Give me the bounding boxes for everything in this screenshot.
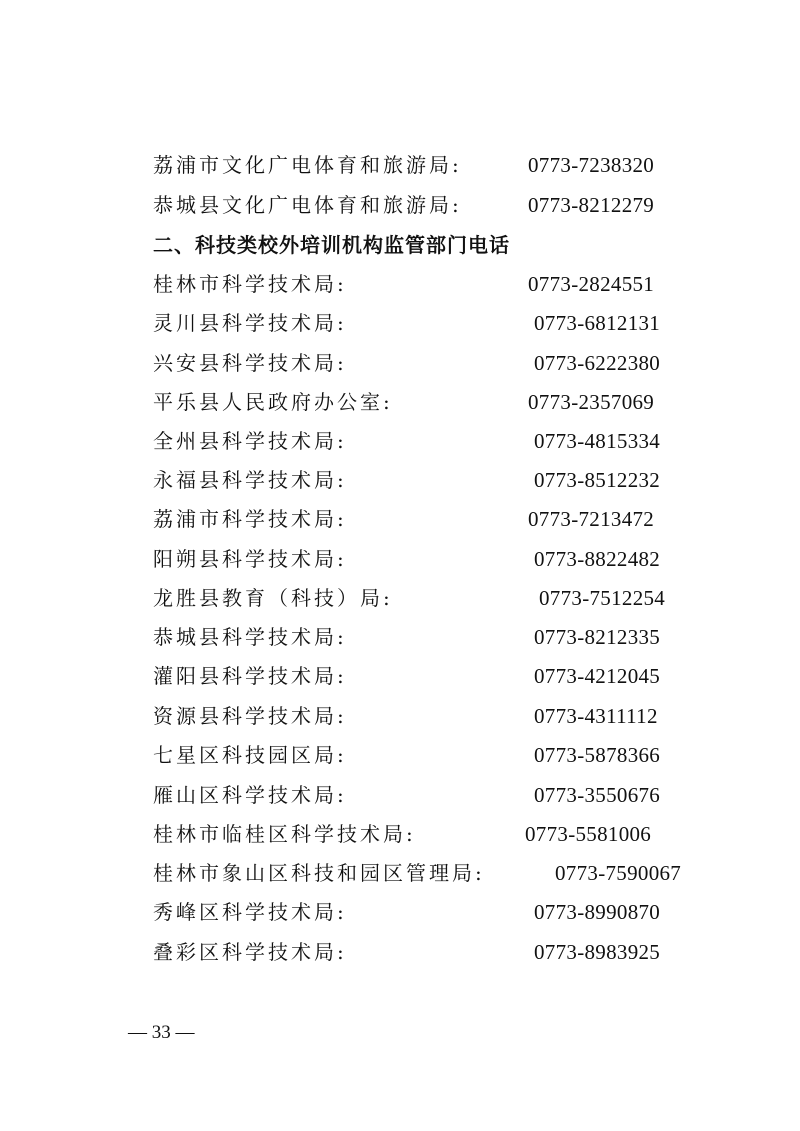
phone-number: 0773-7590067 — [555, 861, 682, 885]
phone-number: 0773-4815334 — [534, 429, 661, 453]
phone-number: 0773-8822482 — [534, 547, 661, 571]
department-name: 雁山区科学技术局: — [153, 783, 347, 807]
phone-number: 0773-8212335 — [534, 625, 661, 649]
department-name: 阳朔县科学技术局: — [153, 547, 347, 571]
phone-number: 0773-7213472 — [528, 507, 655, 531]
phone-number: 0773-6222380 — [534, 351, 661, 375]
phone-number: 0773-3550676 — [534, 783, 661, 807]
department-name: 七星区科技园区局: — [153, 743, 347, 767]
phone-number: 0773-5878366 — [534, 743, 661, 767]
department-name: 灵川县科学技术局: — [153, 311, 347, 335]
phone-number: 0773-7512254 — [539, 586, 666, 610]
phone-number: 0773-7238320 — [528, 153, 655, 177]
phone-number: 0773-8990870 — [534, 900, 661, 924]
department-name: 荔浦市文化广电体育和旅游局: — [153, 153, 462, 177]
department-name: 桂林市临桂区科学技术局: — [153, 822, 416, 846]
department-name: 恭城县文化广电体育和旅游局: — [153, 193, 462, 217]
phone-number: 0773-2357069 — [528, 390, 655, 414]
phone-number: 0773-4311112 — [534, 704, 658, 728]
phone-number: 0773-6812131 — [534, 311, 661, 335]
department-name: 荔浦市科学技术局: — [153, 507, 347, 531]
phone-number: 0773-5581006 — [525, 822, 652, 846]
phone-number: 0773-4212045 — [534, 664, 661, 688]
department-name: 平乐县人民政府办公室: — [153, 390, 393, 414]
department-name: 桂林市象山区科技和园区管理局: — [153, 861, 485, 885]
phone-number: 0773-8512232 — [534, 468, 661, 492]
department-name: 永福县科学技术局: — [153, 468, 347, 492]
page-number: — 33 — — [128, 1022, 195, 1043]
department-name: 全州县科学技术局: — [153, 429, 347, 453]
phone-number: 0773-2824551 — [528, 272, 655, 296]
department-name: 恭城县科学技术局: — [153, 625, 347, 649]
department-name: 桂林市科学技术局: — [153, 272, 347, 296]
department-name: 资源县科学技术局: — [153, 704, 347, 728]
department-name: 龙胜县教育（科技）局: — [153, 586, 393, 610]
phone-number: 0773-8212279 — [528, 193, 655, 217]
section-heading: 二、科技类校外培训机构监管部门电话 — [153, 233, 510, 257]
department-name: 叠彩区科学技术局: — [153, 940, 347, 964]
phone-number: 0773-8983925 — [534, 940, 661, 964]
department-name: 灌阳县科学技术局: — [153, 664, 347, 688]
department-name: 兴安县科学技术局: — [153, 351, 347, 375]
department-name: 秀峰区科学技术局: — [153, 900, 347, 924]
